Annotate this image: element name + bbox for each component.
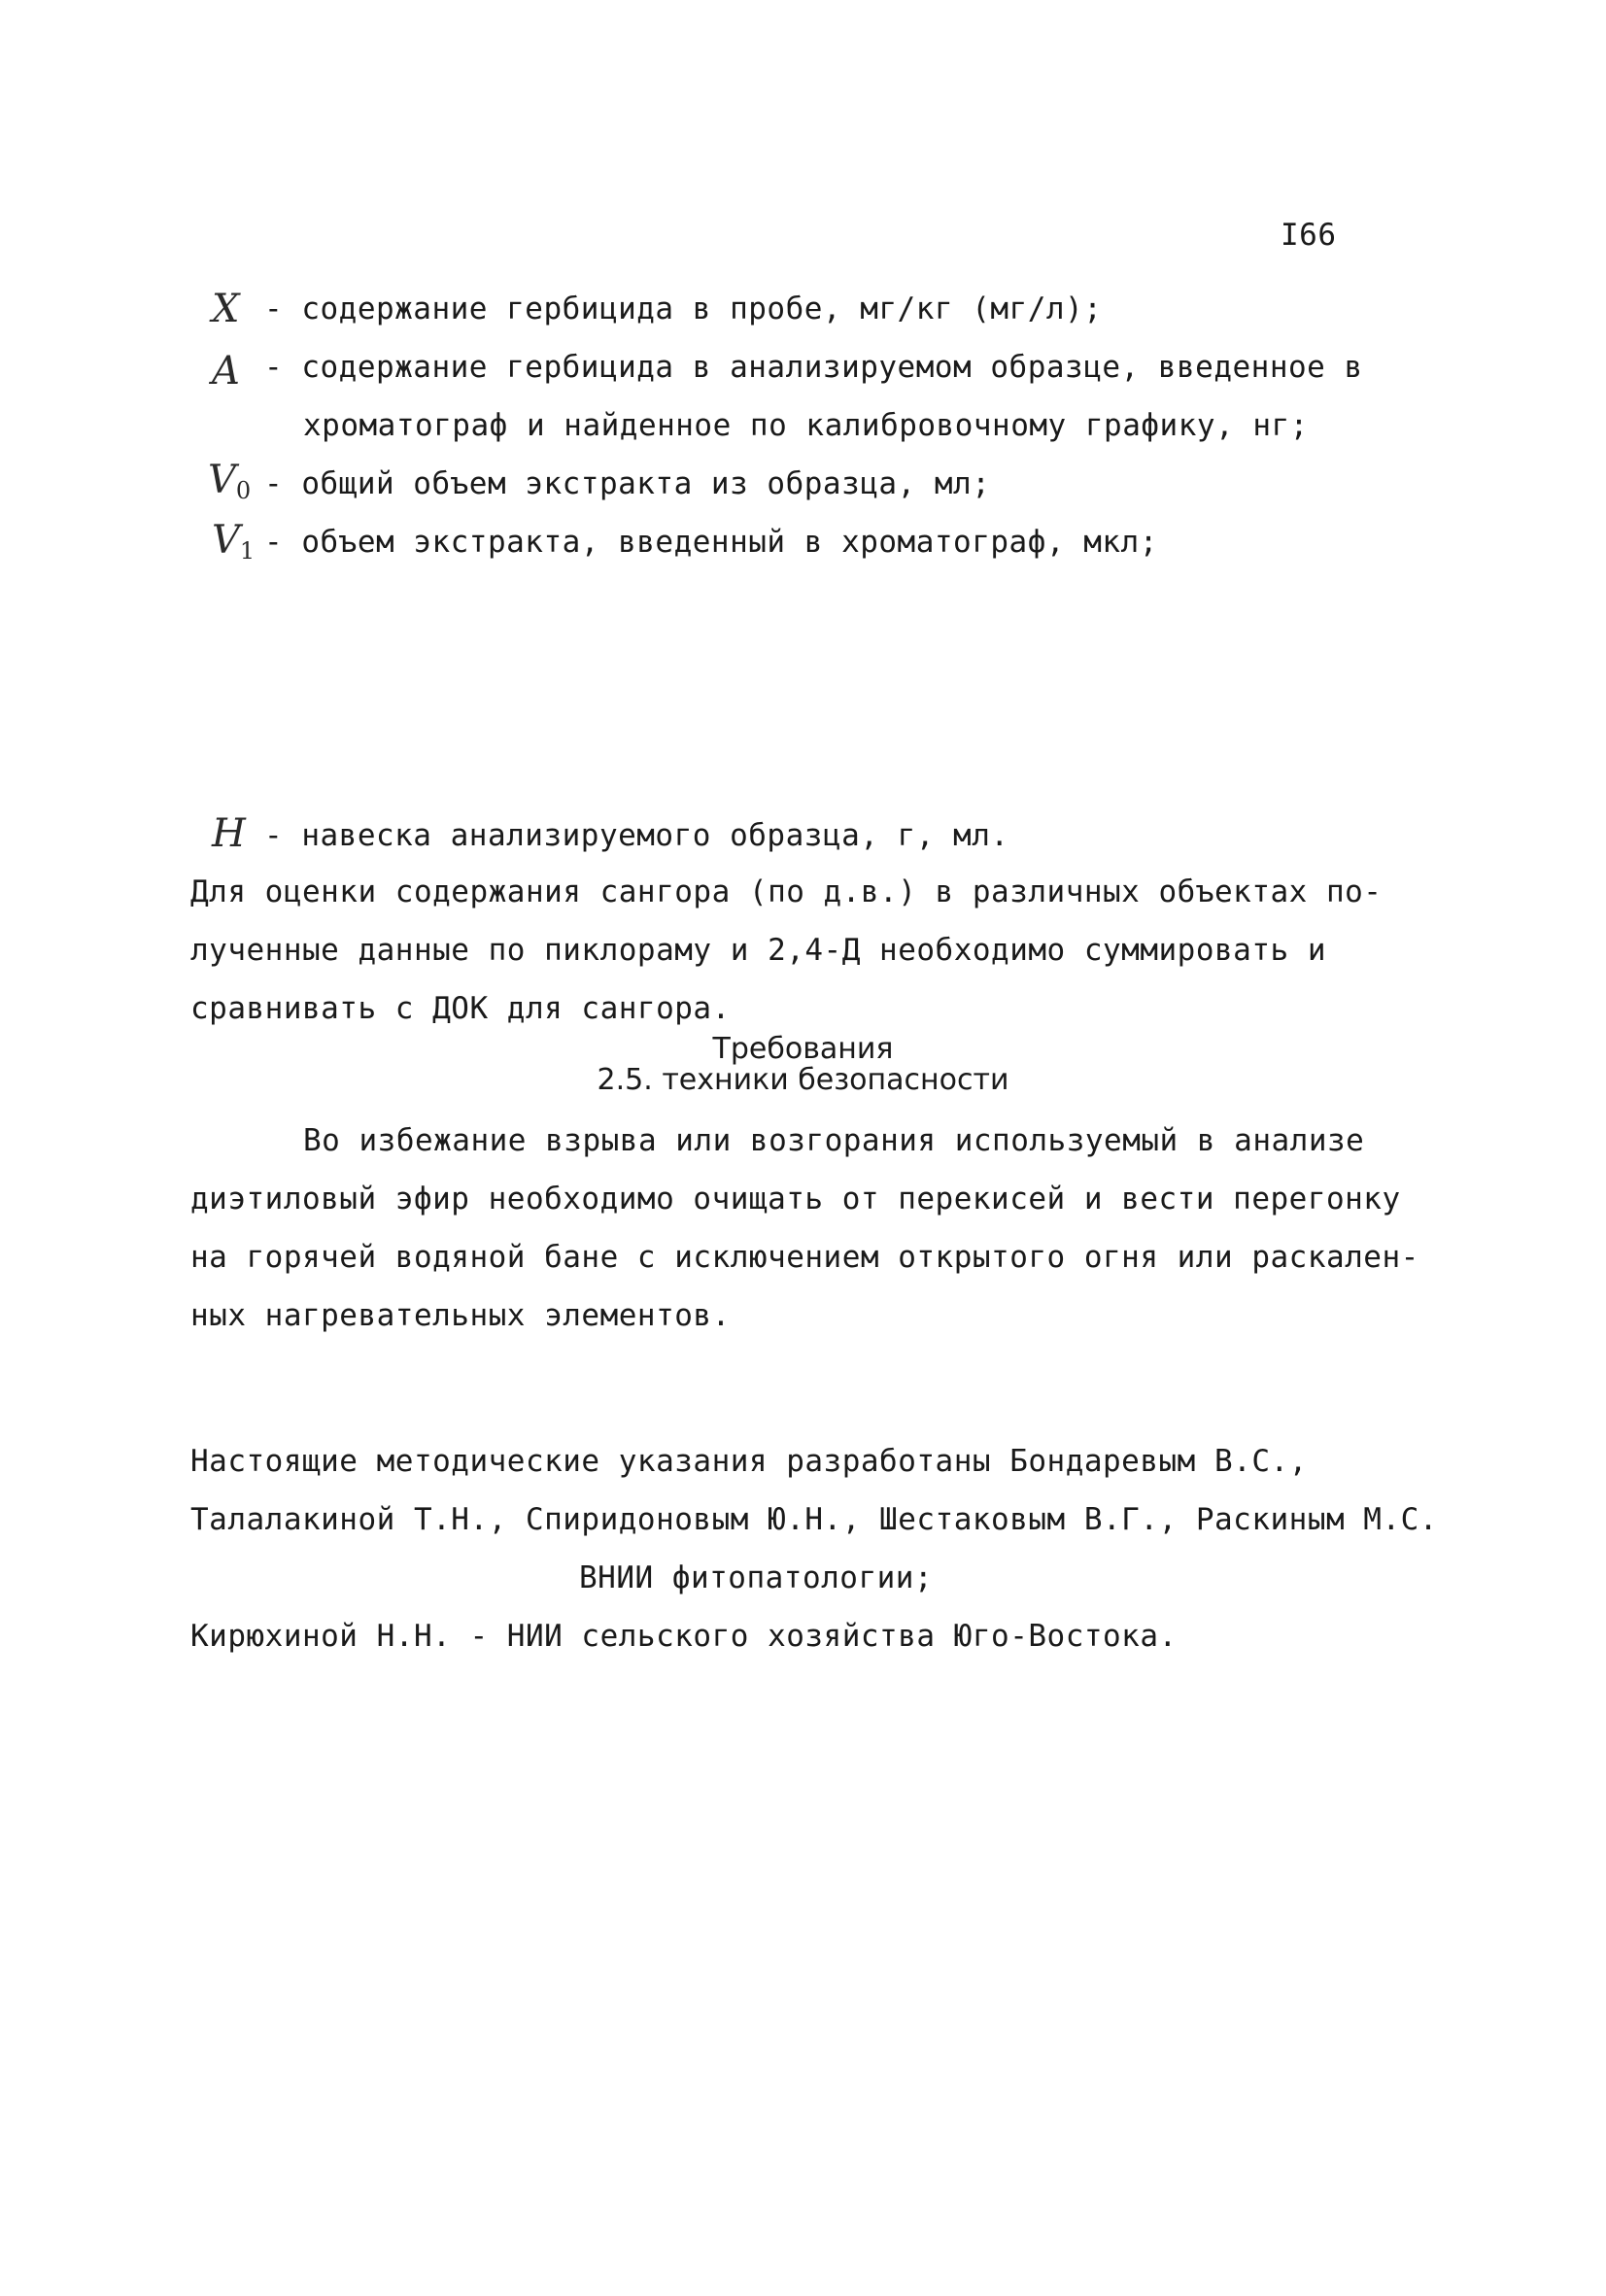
symbol-x: X	[212, 287, 240, 331]
definition-text: - навеска анализируемого образца, г, мл.	[264, 818, 1009, 853]
paragraph-line: лученные данные по пиклораму и 2,4-Д необходимо суммировать и	[190, 933, 1326, 968]
symbol-h: H	[212, 811, 246, 856]
definition-text: - объем экстракта, введенный в хроматограф, мкл;	[264, 525, 1158, 560]
symbol-a: A	[212, 349, 240, 394]
paragraph-line: диэтиловый эфир необходимо очищать от перекисей и вести перегонку	[190, 1182, 1401, 1217]
symbol-v1: $V_1$	[212, 518, 256, 565]
paragraph-line: Для оценки содержания сангора (по д.в.) в различных объектах по-	[190, 874, 1383, 909]
paragraph-line: сравнивать с ДОК для сангора.	[190, 991, 731, 1026]
section-heading-line2: 2.5. техники безопасности	[597, 1063, 1009, 1097]
paragraph-line: Во избежание взрыва или возгорания используемый в анализе	[303, 1123, 1365, 1158]
definition-text: - общий объем экстракта из образца, мл;	[264, 466, 991, 501]
page-number: I66	[1281, 218, 1337, 253]
authors-institute: ВНИИ фитопатологии;	[579, 1560, 934, 1595]
paragraph-line: ных нагревательных элементов.	[190, 1298, 731, 1333]
definition-text: - содержание гербицида в анализируемом образце, введенное в	[264, 350, 1363, 385]
symbol-v0: $V_0$	[208, 458, 252, 504]
definition-text-continued: хроматограф и найденное по калибровочному графику, нг;	[303, 408, 1309, 443]
authors-line: Талалакиной Т.Н., Спиридоновым Ю.Н., Шестаковым В.Г., Раскиным М.С.	[190, 1502, 1438, 1537]
definition-text: - содержание гербицида в пробе, мг/кг (мг/л);	[264, 291, 1103, 326]
authors-line: Настоящие методические указания разработаны Бондаревым В.С.,	[190, 1444, 1308, 1479]
authors-line: Кирюхиной Н.Н. - НИИ сельского хозяйства Юго-Востока.	[190, 1619, 1178, 1654]
paragraph-line: на горячей водяной бане с исключением открытого огня или раскален-	[190, 1240, 1419, 1275]
section-heading-line1: Требования	[712, 1032, 894, 1066]
